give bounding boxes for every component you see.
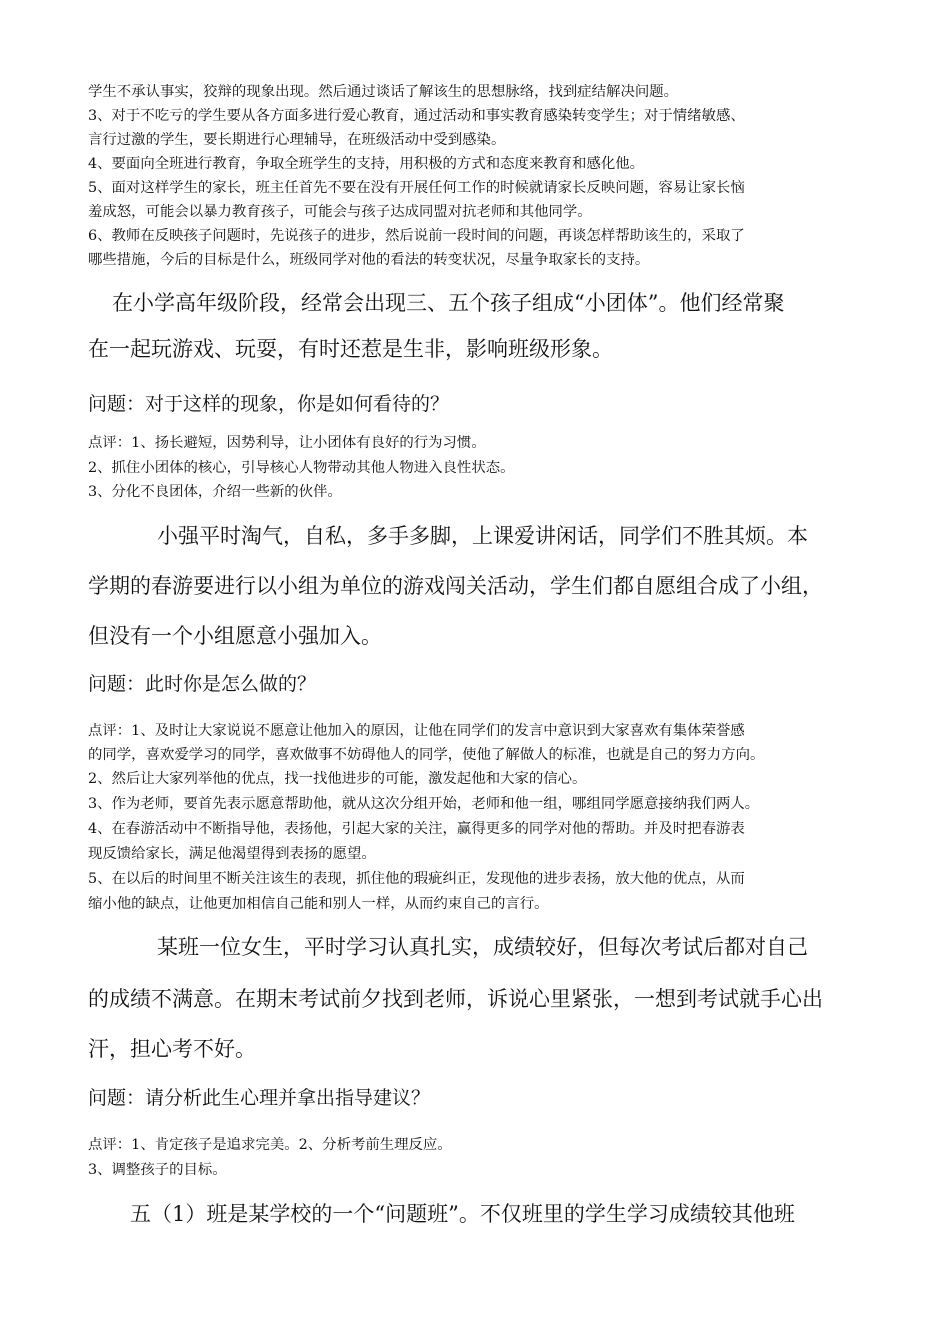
comment-line: 点评：1、扬长避短，因势利导，让小团体有良好的行为习惯。 xyxy=(88,435,486,451)
case-paragraph-line: 但没有一个小组愿意小强加入。 xyxy=(88,624,382,648)
case-paragraph-line: 小强平时淘气，自私，多手多脚，上课爱讲闲话，同学们不胜其烦。本 xyxy=(157,524,808,548)
comment-line: 的同学，喜欢爱学习的同学，喜欢做事不妨碍他人的同学，使他了解做人的标准，也就是自己的努力方向。 xyxy=(88,747,765,763)
question-line: 问题：此时你是怎么做的？ xyxy=(88,673,317,695)
text-line: 4、要面向全班进行教育，争取全班学生的支持，用积极的方式和态度来教育和感化他。 xyxy=(88,156,645,172)
text-line: 哪些措施，今后的目标是什么，班级同学对他的看法的转变状况，尽量争取家长的支持。 xyxy=(88,252,650,268)
comment-line: 3、分化不良团体，介绍一些新的伙伴。 xyxy=(88,484,342,500)
comment-line: 2、然后让大家列举他的优点，找一找他进步的可能，激发起他和大家的信心。 xyxy=(88,771,587,787)
comment-line: 点评：1、及时让大家说说不愿意让他加入的原因，让他在同学们的发言中意识到大家喜欢有集体荣誉感 xyxy=(88,723,745,739)
comment-line: 3、调整孩子的目标。 xyxy=(88,1162,227,1178)
comment-line: 点评：1、肯定孩子是追求完美。2、分析考前生理反应。 xyxy=(88,1137,452,1153)
case-paragraph-line: 学期的春游要进行以小组为单位的游戏闯关活动，学生们都自愿组合成了小组， xyxy=(88,574,823,598)
text-line: 言行过激的学生，要长期进行心理辅导，在班级活动中受到感染。 xyxy=(88,132,506,148)
comment-line: 3、作为老师，要首先表示愿意帮助他，就从这次分组开始，老师和他一组，哪组同学愿意接纳我们两人。 xyxy=(88,796,760,812)
comment-line: 4、在春游活动中不断指导他，表扬他，引起大家的关注，赢得更多的同学对他的帮助。并及时把春游表 xyxy=(88,821,745,837)
text-line: 学生不承认事实，狡辩的现象出现。然后通过谈话了解该生的思想脉络，找到症结解决问题。 xyxy=(88,84,679,100)
comment-line: 2、抓住小团体的核心，引导核心人物带动其他人物进入良性状态。 xyxy=(88,460,515,476)
question-line: 问题：对于这样的现象，你是如何看待的？ xyxy=(88,393,450,415)
case-paragraph-line: 某班一位女生，平时学习认真扎实，成绩较好，但每次考试后都对自己 xyxy=(157,935,808,959)
text-line: 3、对于不吃亏的学生要从各方面多进行爱心教育，通过活动和事实教育感染转变学生；对于情绪敏感、 xyxy=(88,108,745,124)
question-line: 问题：请分析此生心理并拿出指导建议？ xyxy=(88,1087,431,1109)
text-line: 6、教师在反映孩子问题时，先说孩子的进步，然后说前一段时间的问题，再谈怎样帮助该生的，采取了 xyxy=(88,228,745,244)
text-line: 5、面对这样学生的家长，班主任首先不要在没有开展任何工作的时候就请家长反映问题，容易让家长恼 xyxy=(88,180,745,196)
text-line: 羞成怒，可能会以暴力教育孩子，可能会与孩子达成同盟对抗老师和其他同学。 xyxy=(88,204,592,220)
case-paragraph-line: 五（1）班是某学校的一个“问题班”。不仅班里的学生学习成绩较其他班 xyxy=(130,1202,795,1226)
case-paragraph-line: 汗，担心考不好。 xyxy=(88,1037,256,1061)
case-paragraph-line: 在小学高年级阶段，经常会出现三、五个孩子组成“小团体”。他们经常聚 xyxy=(112,291,785,315)
comment-line: 缩小他的缺点，让他更加相信自己能和别人一样，从而约束自己的言行。 xyxy=(88,896,549,912)
comment-line: 现反馈给家长，满足他渴望得到表扬的愿望。 xyxy=(88,846,376,862)
case-paragraph-line: 在一起玩游戏、玩耍，有时还惹是生非，影响班级形象。 xyxy=(88,337,613,361)
case-paragraph-line: 的成绩不满意。在期末考试前夕找到老师，诉说心里紧张，一想到考试就手心出 xyxy=(88,987,823,1011)
comment-line: 5、在以后的时间里不断关注该生的表现，抓住他的瑕疵纠正，发现他的进步表扬，放大他的优点，从而 xyxy=(88,871,745,887)
